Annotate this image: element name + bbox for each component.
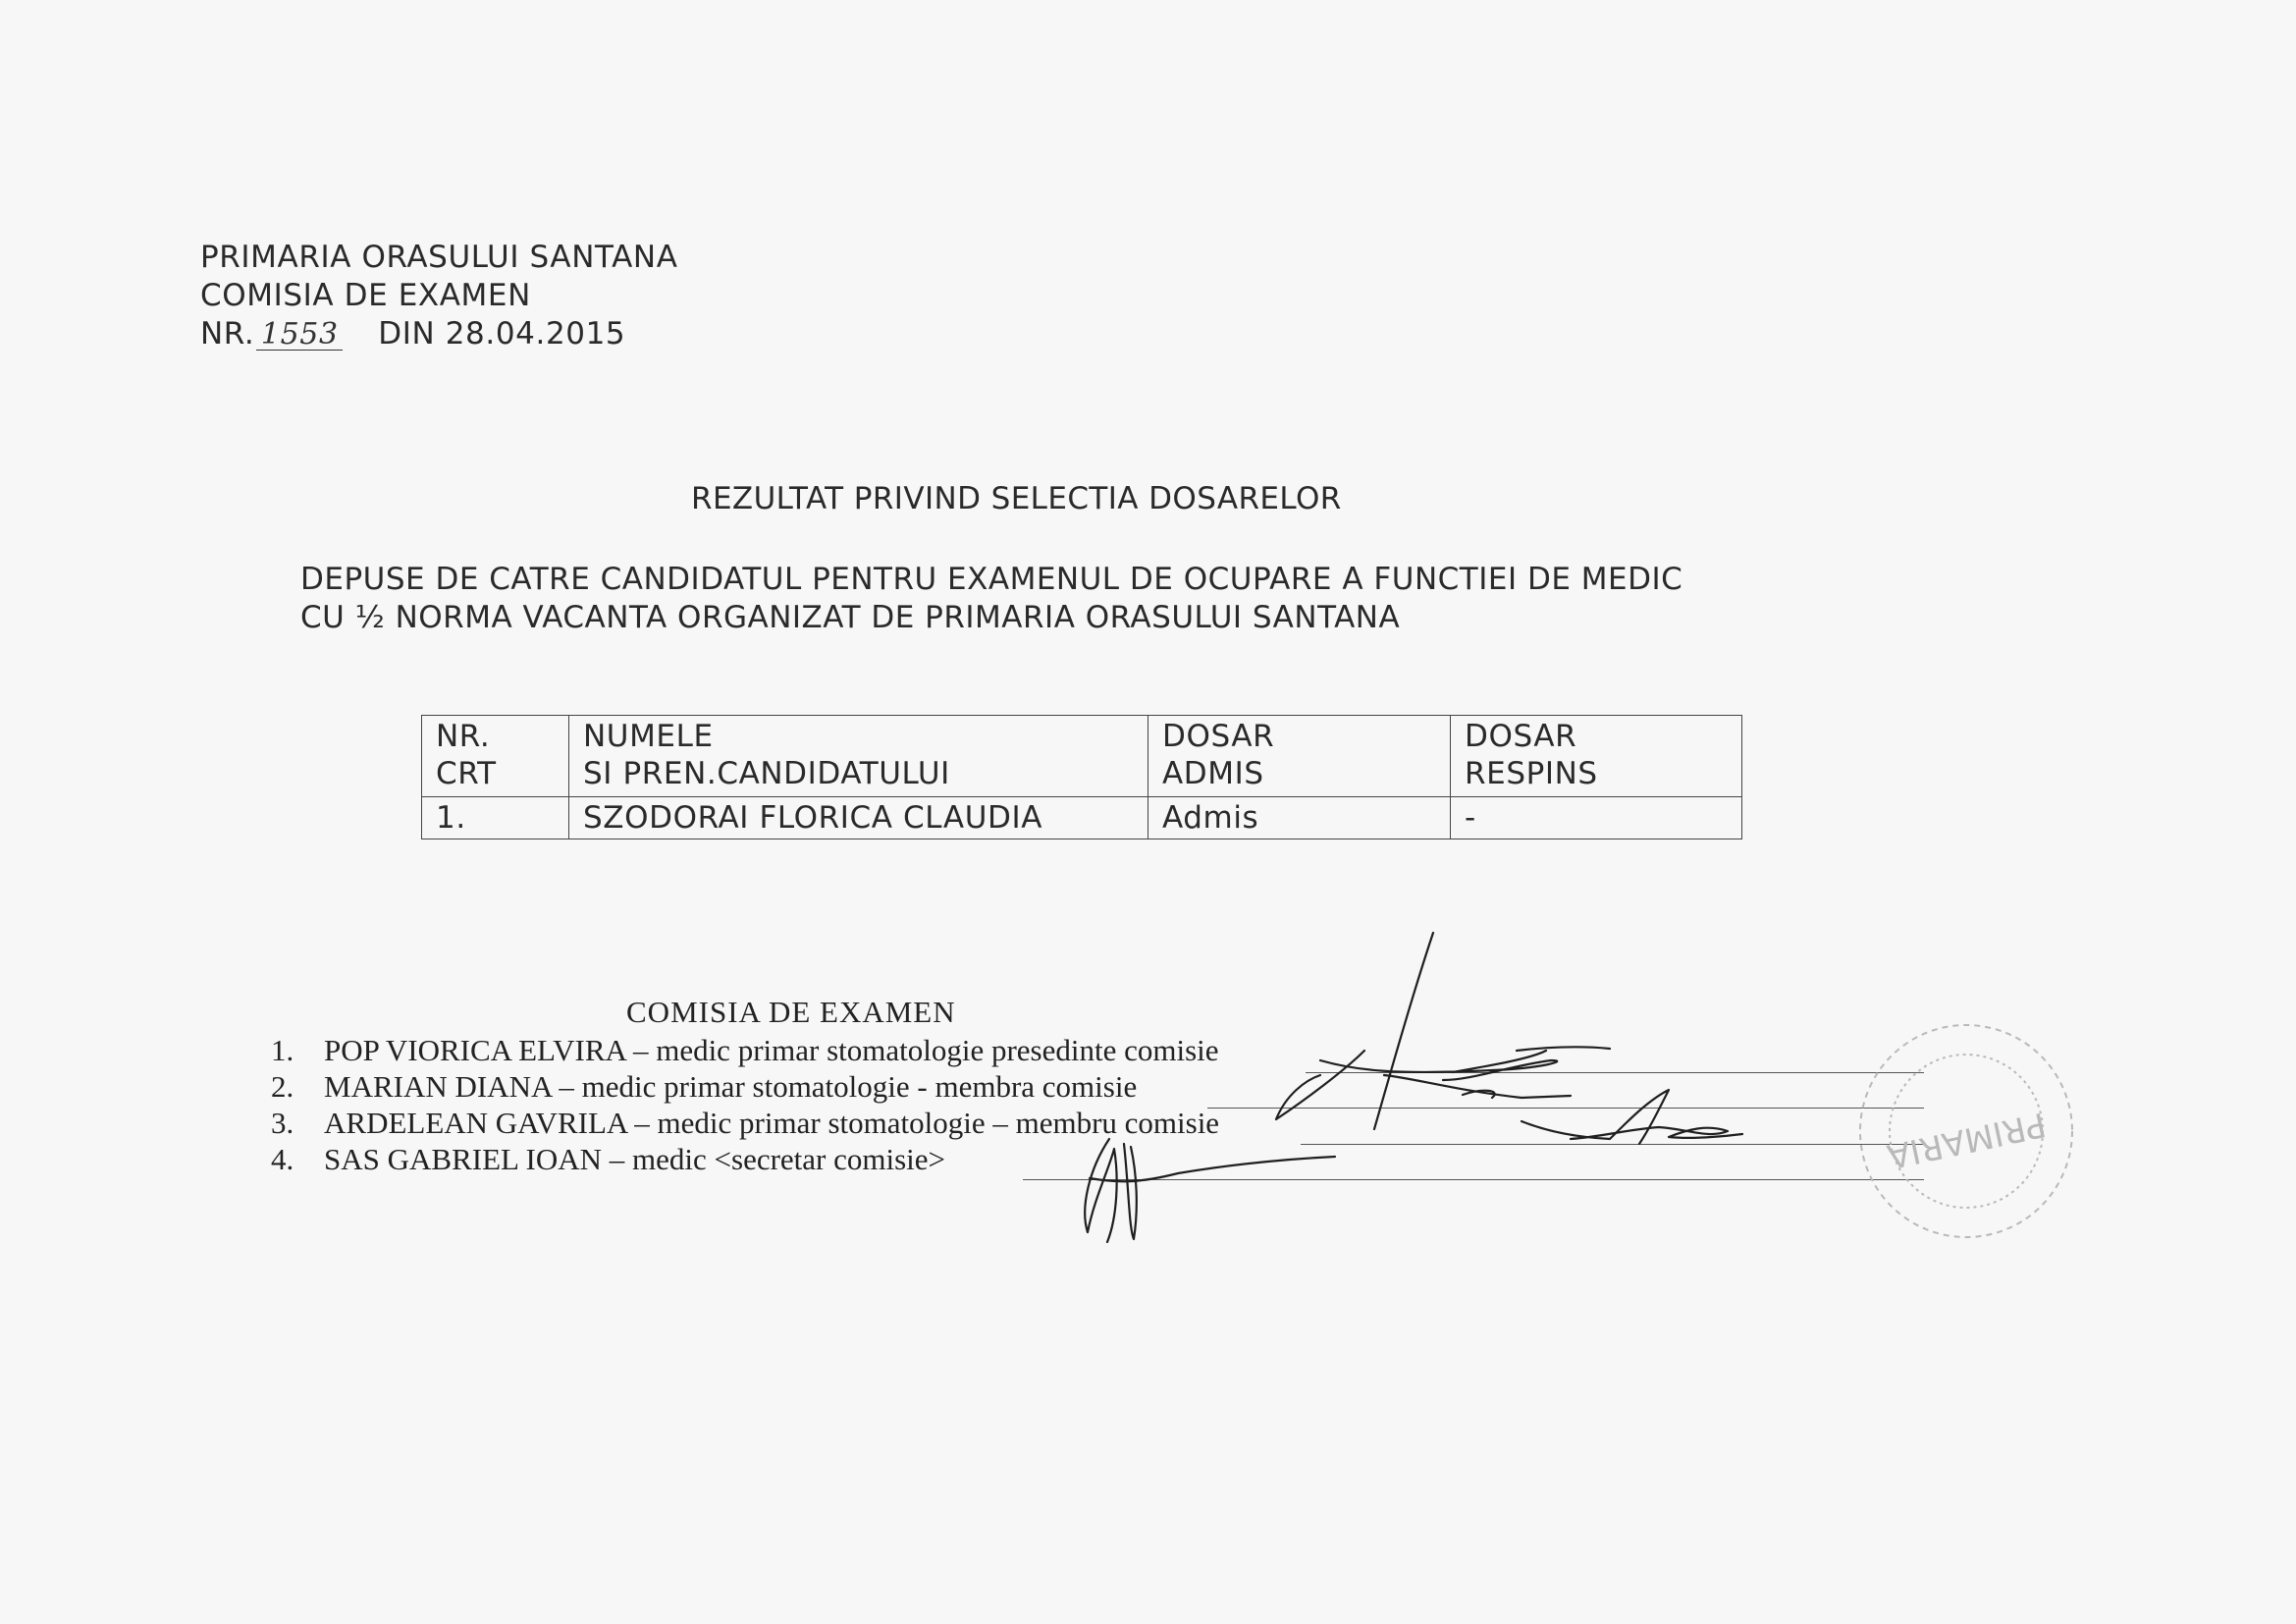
commission-member: 3. ARDELEAN GAVRILA – medic primar stomatologie – membru comisie [271, 1106, 1220, 1140]
institution-name: PRIMARIA ORASULUI SANTANA [200, 240, 678, 275]
nr-label: NR. [200, 316, 255, 352]
committee-name: COMISIA DE EXAMEN [200, 278, 531, 313]
document-title: REZULTAT PRIVIND SELECTIA DOSARELOR [691, 481, 1342, 516]
header-candidate-name: NUMELE SI PREN.CANDIDATULUI [569, 716, 1148, 797]
signature-2 [1522, 1090, 1742, 1144]
commission-member: 2. MARIAN DIANA – medic primar stomatologie - membra comisie [271, 1069, 1138, 1104]
stamp-text: PRIMARIA [1884, 1104, 2050, 1176]
cell-admitted: Admis [1148, 797, 1451, 839]
cell-candidate-name: SZODORAI FLORICA CLAUDIA [569, 797, 1148, 839]
signature-1 [1276, 933, 1571, 1129]
commission-title: COMISIA DE EXAMEN [626, 995, 956, 1029]
commission-member: 1. POP VIORICA ELVIRA – medic primar stomatologie presedinte comisie [271, 1033, 1219, 1067]
registration-date: DIN 28.04.2015 [378, 316, 626, 352]
header-file-admitted: DOSAR ADMIS [1148, 716, 1451, 797]
document-subtitle-line2: CU ½ NORMA VACANTA ORGANIZAT DE PRIMARIA ORASULUI SANTANA [300, 600, 1401, 635]
cell-rejected: - [1451, 797, 1742, 839]
document-subtitle-line1: DEPUSE DE CATRE CANDIDATUL PENTRU EXAMENUL DE OCUPARE A FUNCTIEI DE MEDIC [300, 562, 1683, 597]
cell-nr: 1. [422, 797, 569, 839]
commission-member: 4. SAS GABRIEL IOAN – medic <secretar comisie> [271, 1142, 946, 1176]
header-nr-crt: NR. CRT [422, 716, 569, 797]
header-file-rejected: DOSAR RESPINS [1451, 716, 1742, 797]
signature-1-tail [1517, 1047, 1610, 1051]
registration-number-handwritten: 1553 [256, 320, 343, 351]
signature-3 [1085, 1139, 1335, 1242]
